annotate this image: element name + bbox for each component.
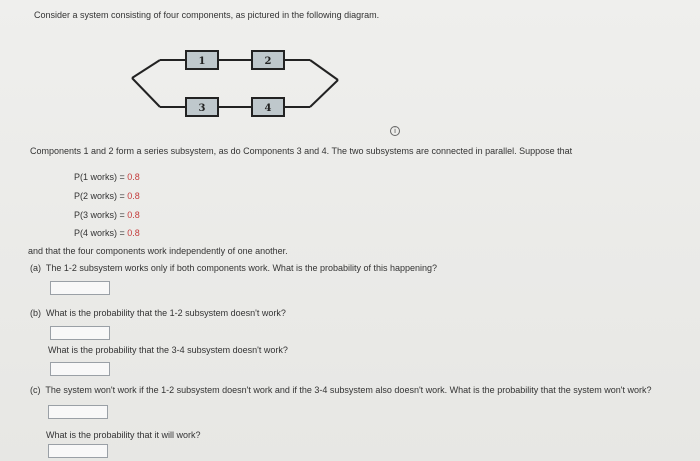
component-1-label: 1: [198, 56, 206, 67]
part-b-question-2: What is the probability that the 3-4 subsystem doesn't work?: [48, 345, 288, 355]
prob-1: [74, 172, 140, 183]
part-a-text: The 1-2 subsystem works only if both components work. What is the probability of this happening?: [45, 263, 438, 273]
prob-2-value: 0.8: [127, 191, 140, 201]
intro-text: Consider a system consisting of four components, as pictured in the following diagram.: [34, 10, 380, 20]
part-c-label: (c): [30, 385, 41, 395]
description-text: Components 1 and 2 form a series subsystem, as do Components 3 and 4. The two subsystems are connected in parallel. Suppose that: [30, 146, 573, 156]
part-c-question-1: [30, 385, 651, 396]
component-2-label: 2: [264, 56, 272, 67]
info-icon[interactable]: i: [390, 126, 400, 136]
component-4-label: 4: [264, 103, 272, 114]
prob-1-value: 0.8: [127, 172, 140, 182]
prob-1-label: P(1 works) =: [74, 172, 128, 182]
prob-2: [74, 191, 140, 202]
wire-right-lower: [310, 80, 338, 107]
part-b-question-1: [30, 308, 286, 319]
part-b-label: (b): [30, 308, 41, 318]
component-3-box: [186, 98, 218, 116]
part-c-text-1: The system won't work if the 1-2 subsystem doesn't work and if the 3-4 subsystem also doesn't work. What is the probability that the system won't work?: [45, 385, 652, 395]
prob-3-value: 0.8: [127, 210, 140, 220]
prob-2-label: P(2 works) =: [74, 191, 128, 201]
part-c-answer-2-input[interactable]: [48, 444, 108, 458]
part-a-answer-input[interactable]: [50, 281, 110, 295]
part-a-label: (a): [30, 263, 41, 273]
part-c-answer-1-input[interactable]: [48, 405, 108, 419]
part-a-question: [30, 263, 437, 274]
component-2-box: [252, 51, 284, 69]
wire-left-lower: [132, 78, 160, 107]
part-b-text-1: What is the probability that the 1-2 subsystem doesn't work?: [46, 308, 286, 318]
wire-left-upper: [132, 60, 160, 78]
prob-3: [74, 210, 140, 221]
part-b-answer-1-input[interactable]: [50, 326, 110, 340]
component-1-box: [186, 51, 218, 69]
prob-4-value: 0.8: [127, 228, 140, 238]
prob-4: [74, 228, 140, 239]
part-c-question-2: What is the probability that it will work?: [46, 430, 201, 440]
wire-right-upper: [310, 60, 338, 80]
component-3-label: 3: [198, 103, 206, 114]
independence-text: and that the four components work independently of one another.: [28, 246, 288, 256]
part-b-answer-2-input[interactable]: [50, 362, 110, 376]
prob-3-label: P(3 works) =: [74, 210, 128, 220]
component-4-box: [252, 98, 284, 116]
prob-4-label: P(4 works) =: [74, 228, 128, 238]
